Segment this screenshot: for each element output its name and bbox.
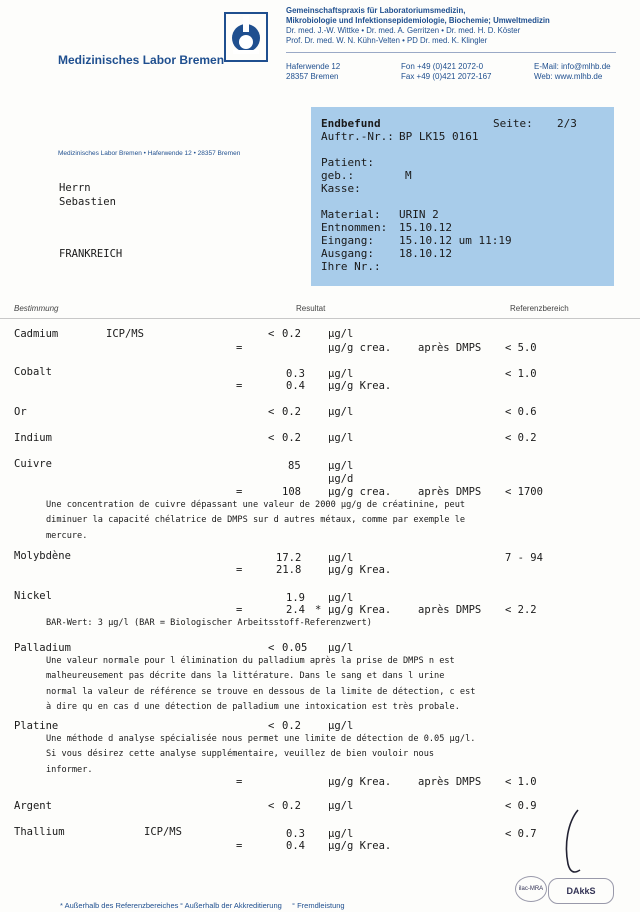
result-unit: µg/l	[328, 592, 354, 604]
result-value: 0.2	[282, 432, 301, 444]
result-value: 21.8	[276, 564, 302, 576]
dob-label: geb.:	[321, 169, 355, 182]
result-sign: <	[268, 406, 275, 418]
received-value: 15.10.12 um 11:19	[399, 234, 512, 247]
test-name: Cadmium	[14, 328, 59, 340]
reference-range: < 0.6	[505, 406, 537, 418]
out-of-range-flag: *	[315, 604, 322, 616]
issued-label: Ausgang:	[321, 247, 374, 260]
result-unit: µg/l	[328, 828, 354, 840]
result-value: 0.2	[282, 720, 301, 732]
result-unit: µg/g Krea.	[328, 604, 392, 616]
result-value: 108	[282, 486, 301, 498]
lab-logo-icon	[224, 12, 268, 62]
header-reference: Referenzbereich	[510, 304, 569, 313]
recipient-salutation: Herrn	[59, 182, 91, 194]
page-label: Seite:	[493, 117, 533, 130]
order-value: BP LK15 0161	[399, 130, 479, 143]
received-label: Eingang:	[321, 234, 374, 247]
table-header-rule	[0, 318, 640, 319]
practice-header	[286, 6, 550, 46]
practice-line: Prof. Dr. med. W. N. Kühn-Velten • PD Dr. med. K. Klingler	[286, 36, 488, 45]
comment-palladium: Une valeur normale pour l élimination du palladium après la prise de DMPS n est malheureusement pas décrite dans la littérature. Dans le sang et dans l urine normal la valeur de référence se trouve en dessous de la limite de détection, c est à dire qu en cas d une détection de palladium une intoxication est très probale.	[46, 656, 476, 713]
result-unit: µg/g Krea.	[328, 380, 392, 392]
header-divider	[286, 52, 616, 53]
header-test: Bestimmung	[14, 304, 59, 313]
test-name: Or	[14, 406, 27, 418]
result-value: 85	[288, 460, 301, 472]
test-name: Indium	[14, 432, 52, 444]
lab-fax: Fax +49 (0)421 2072-167	[401, 72, 492, 81]
legend-accreditation: ° Außerhalb der Akkreditierung	[180, 901, 282, 910]
reference-range: < 0.7	[505, 828, 537, 840]
lab-web: Web: www.mlhb.de	[534, 72, 603, 81]
result-eq: =	[236, 380, 243, 392]
page-value: 2/3	[557, 117, 577, 130]
test-name: Palladium	[14, 642, 71, 654]
result-eq: =	[236, 342, 243, 354]
lab-contact-block	[534, 62, 611, 82]
lab-address	[286, 62, 340, 82]
report-title: Endbefund	[321, 117, 381, 130]
test-name: Argent	[14, 800, 52, 812]
result-eq: =	[236, 564, 243, 576]
reference-range: < 1.0	[505, 368, 537, 380]
result-eq: =	[236, 776, 243, 788]
test-name: Thallium	[14, 826, 65, 838]
sender-line: Medizinisches Labor Bremen • Haferwende 12 • 28357 Bremen	[58, 150, 241, 157]
result-unit: µg/l	[328, 368, 354, 380]
test-name: Cobalt	[14, 366, 52, 378]
lab-email: E-Mail: info@mlhb.de	[534, 62, 611, 71]
header-result: Resultat	[296, 304, 326, 313]
report-info-box	[311, 107, 614, 286]
test-name: Cuivre	[14, 458, 52, 470]
dakks-badge-icon: DAkkS	[548, 878, 614, 904]
reference-range: < 0.2	[505, 432, 537, 444]
result-unit: µg/l	[328, 642, 354, 654]
lab-street: Haferwende 12	[286, 62, 341, 71]
result-eq: =	[236, 840, 243, 852]
insurance-label: Kasse:	[321, 182, 361, 195]
test-method: ICP/MS	[106, 328, 144, 340]
result-unit: µg/l	[328, 552, 354, 564]
result-value: 0.2	[282, 406, 301, 418]
result-unit: µg/g Krea.	[328, 840, 392, 852]
reference-range: < 0.9	[505, 800, 537, 812]
reference-range: < 1700	[505, 486, 543, 498]
result-unit: µg/l	[328, 406, 354, 418]
result-sign: <	[268, 720, 275, 732]
reference-range: < 5.0	[505, 342, 537, 354]
test-name: Platine	[14, 720, 59, 732]
lab-name: Medizinisches Labor Bremen	[58, 53, 225, 67]
issued-value: 18.10.12	[399, 247, 452, 260]
result-note: après DMPS	[418, 342, 482, 354]
result-value: 0.3	[286, 368, 305, 380]
reference-range: < 1.0	[505, 776, 537, 788]
result-value: 2.4	[286, 604, 305, 616]
result-value: 0.05	[282, 642, 308, 654]
result-unit: µg/l	[328, 800, 354, 812]
reference-label: Ihre Nr.:	[321, 260, 381, 273]
taken-value: 15.10.12	[399, 221, 452, 234]
practice-line: Dr. med. J.-W. Wittke • Dr. med. A. Gerritzen • Dr. med. H. D. Köster	[286, 26, 521, 35]
result-value: 1.9	[286, 592, 305, 604]
recipient-name: Sebastien	[59, 196, 116, 208]
result-sign: <	[268, 642, 275, 654]
result-sign: <	[268, 432, 275, 444]
legend-out-of-range: * Außerhalb des Referenzbereiches	[60, 901, 179, 910]
result-unit: µg/l	[328, 328, 354, 340]
order-label: Auftr.-Nr.:	[321, 130, 394, 143]
result-unit: µg/g Krea.	[328, 564, 392, 576]
result-sign: <	[268, 800, 275, 812]
comment-nickel: BAR-Wert: 3 µg/l (BAR = Biologischer Arbeitsstoff-Referenzwert)	[46, 618, 372, 628]
result-eq: =	[236, 486, 243, 498]
comment-cuivre: Une concentration de cuivre dépassant une valeur de 2000 µg/g de créatinine, peut diminuer la capacité chélatrice de DMPS sur d autres métaux, comme par exemple le mercure.	[46, 500, 466, 541]
lab-phone-block	[401, 62, 492, 82]
reference-range: < 2.2	[505, 604, 537, 616]
result-note: après DMPS	[418, 776, 482, 788]
ilac-badge-icon: ilac-MRA	[515, 876, 547, 902]
comment-platine: Une méthode d analyse spécialisée nous permet une limite de détection de 0.05 µg/l. Si vous désirez cette analyse supplémentaire, veuillez de bien vouloir nous informer.	[46, 734, 476, 775]
reference-range: 7 - 94	[505, 552, 543, 564]
result-unit: µg/l	[328, 460, 354, 472]
legend-external: ° Fremdleistung	[292, 901, 345, 910]
result-value: 0.3	[286, 828, 305, 840]
result-value: 17.2	[276, 552, 302, 564]
result-unit: µg/l	[328, 720, 354, 732]
practice-line: Gemeinschaftspraxis für Laboratoriumsmedizin,	[286, 6, 466, 15]
result-note: après DMPS	[418, 604, 482, 616]
result-sign: <	[268, 328, 275, 340]
result-unit: µg/g crea.	[328, 486, 392, 498]
result-note: après DMPS	[418, 486, 482, 498]
result-unit: µg/d	[328, 473, 354, 485]
result-value: 0.4	[286, 840, 305, 852]
recipient-country: FRANKREICH	[59, 248, 123, 260]
result-unit: µg/l	[328, 432, 354, 444]
material-value: URIN 2	[399, 208, 439, 221]
sex-value: M	[405, 169, 412, 182]
result-eq: =	[236, 604, 243, 616]
result-unit: µg/g crea.	[328, 342, 392, 354]
material-label: Material:	[321, 208, 381, 221]
result-unit: µg/g Krea.	[328, 776, 392, 788]
result-value: 0.2	[282, 328, 301, 340]
test-method: ICP/MS	[144, 826, 182, 838]
lab-city: 28357 Bremen	[286, 72, 339, 81]
signature-mark	[560, 808, 586, 876]
result-value: 0.4	[286, 380, 305, 392]
test-name: Molybdène	[14, 550, 71, 562]
lab-phone: Fon +49 (0)421 2072-0	[401, 62, 484, 71]
practice-line: Mikrobiologie und Infektionsepidemiologie, Biochemie; Umweltmedizin	[286, 16, 550, 25]
taken-label: Entnommen:	[321, 221, 388, 234]
result-value: 0.2	[282, 800, 301, 812]
test-name: Nickel	[14, 590, 52, 602]
patient-label: Patient:	[321, 156, 374, 169]
